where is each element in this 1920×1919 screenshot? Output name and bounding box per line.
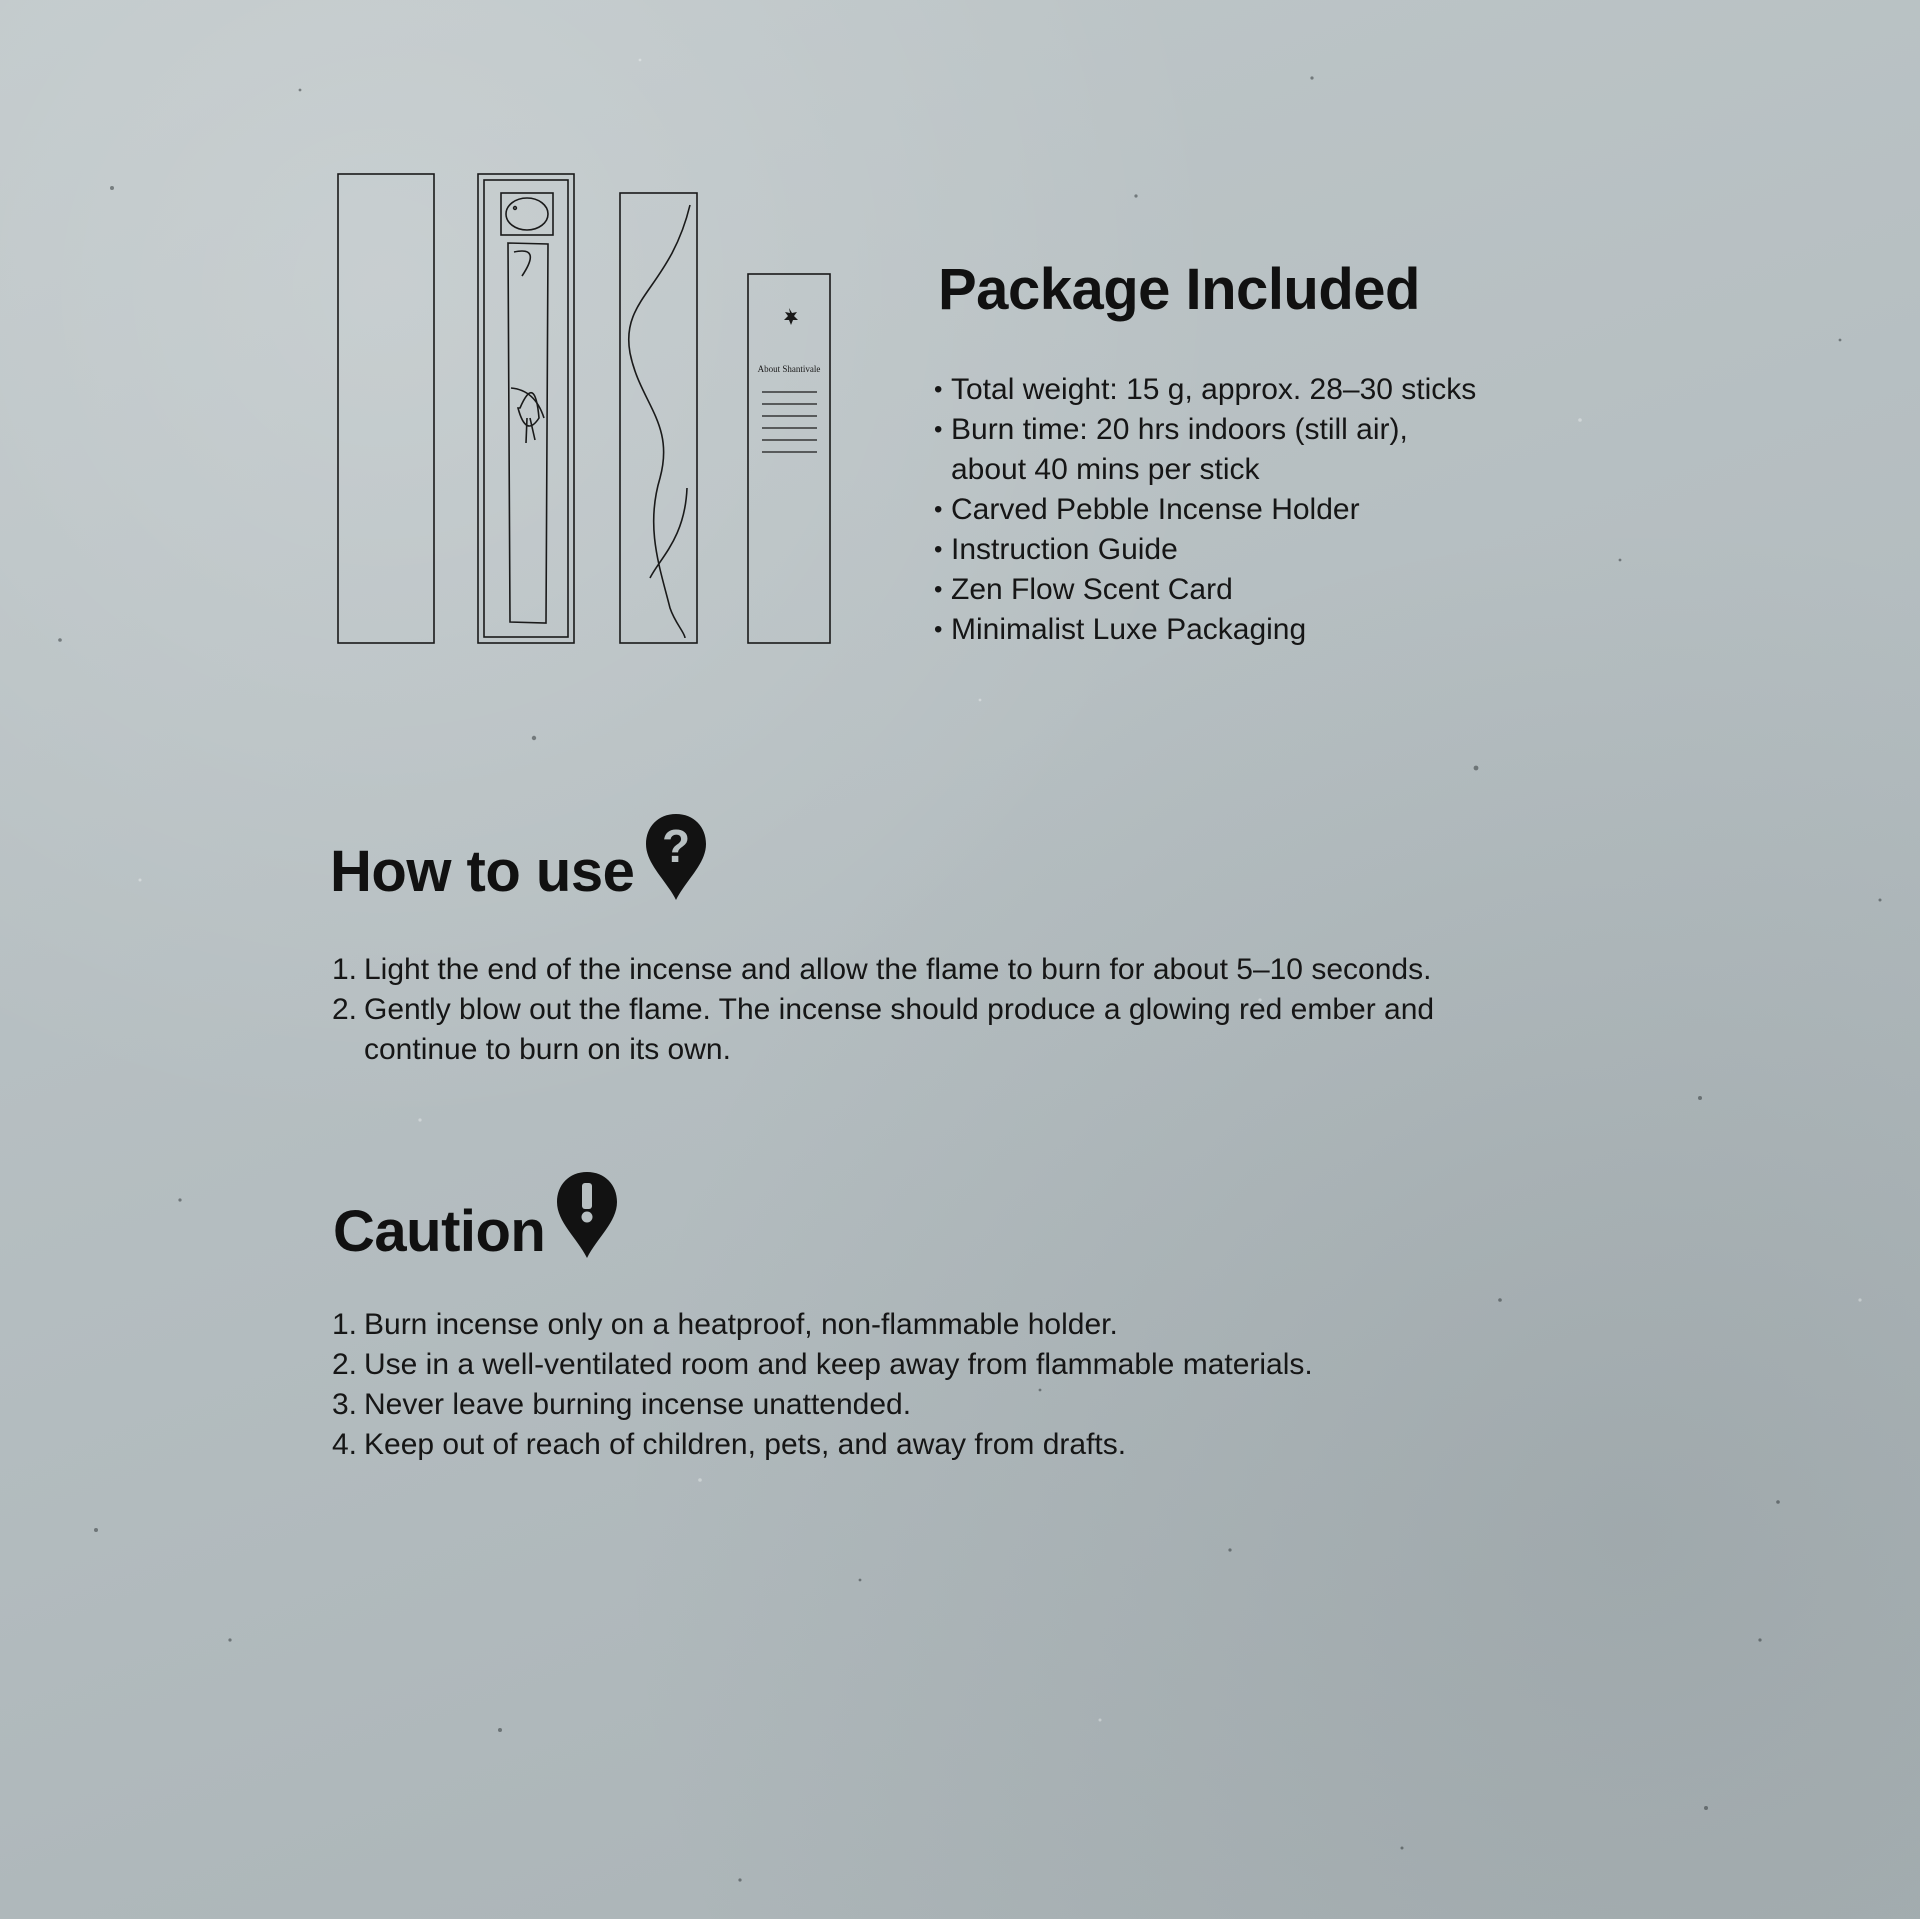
- package-item: • Total weight: 15 g, approx. 28–30 sticks: [934, 370, 1554, 410]
- package-item: • Minimalist Luxe Packaging: [934, 610, 1554, 650]
- list-item: [332, 1425, 1532, 1465]
- incense-bundle-icon: [508, 243, 548, 623]
- list-item: [332, 1305, 1532, 1345]
- step-number: 2.: [332, 1348, 358, 1381]
- scent-card-label: About Shantivale: [757, 364, 821, 374]
- step-number: 1.: [332, 1308, 358, 1341]
- step-text: Burn incense only on a heatproof, non-flammable holder.: [364, 1308, 1118, 1341]
- list-item: [332, 1385, 1532, 1425]
- list-item: [332, 990, 1532, 1070]
- list-item: [332, 1345, 1532, 1385]
- step-number: 1.: [332, 953, 358, 986]
- box-sleeve-outline: [338, 174, 434, 643]
- question-pin-icon: [644, 812, 708, 902]
- step-text: Never leave burning incense unattended.: [364, 1388, 912, 1421]
- pebble-holder-icon: [506, 198, 548, 230]
- step-text: Use in a well-ventilated room and keep away from flammable materials.: [364, 1348, 1313, 1381]
- package-item: • Instruction Guide: [934, 530, 1554, 570]
- wave-insert-outline: [620, 193, 697, 643]
- package-item: • Zen Flow Scent Card: [934, 570, 1554, 610]
- list-item: [332, 950, 1532, 990]
- exclamation-pin-icon: [555, 1170, 619, 1260]
- package-list: [934, 370, 1554, 650]
- packaging-illustration: [330, 168, 840, 648]
- package-item: • Carved Pebble Incense Holder: [934, 490, 1554, 530]
- how-to-use-title: How to use: [330, 839, 635, 904]
- how-to-use-steps: [332, 950, 1532, 1070]
- step-number: 2.: [332, 993, 358, 1026]
- step-number: 3.: [332, 1388, 358, 1421]
- caution-title: Caution: [333, 1199, 546, 1264]
- caution-steps: [332, 1305, 1532, 1465]
- inner-tray-outline: [478, 174, 574, 643]
- step-text: Keep out of reach of children, pets, and away from drafts.: [364, 1428, 1127, 1461]
- step-text: Light the end of the incense and allow the flame to burn for about 5–10 seconds.: [364, 953, 1432, 986]
- step-text: Gently blow out the flame. The incense should produce a glowing red ember and continue to burn on its own.: [364, 993, 1435, 1066]
- svg-text:?: ?: [661, 820, 691, 872]
- ornament-icon: [784, 308, 798, 325]
- package-item: • Burn time: 20 hrs indoors (still air), about 40 mins per stick: [934, 410, 1554, 490]
- package-title: Package Included: [938, 257, 1420, 322]
- scent-card-outline: [748, 274, 830, 643]
- step-number: 4.: [332, 1428, 358, 1461]
